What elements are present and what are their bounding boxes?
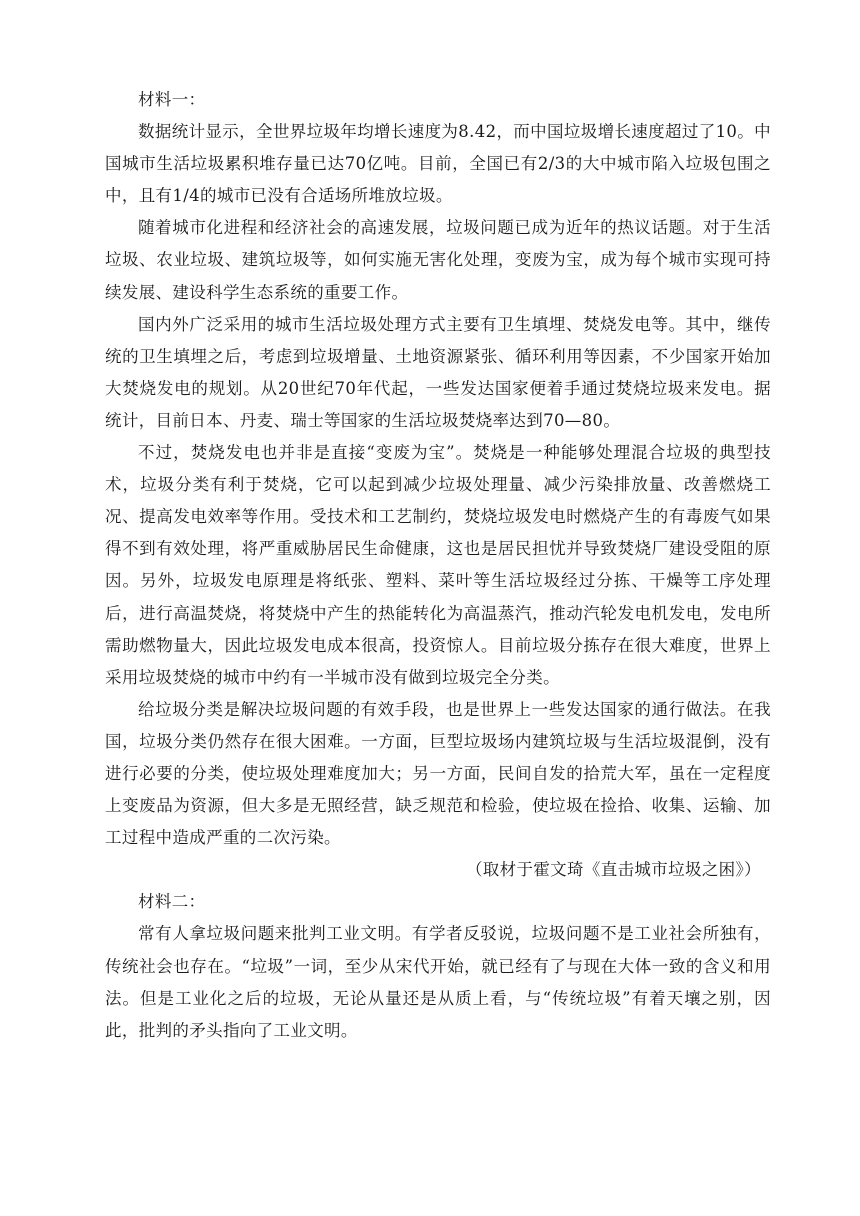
material-one-paragraph-2: 随着城市化进程和经济社会的高速发展，垃圾问题已成为近年的热议话题。对于生活垃圾、农业垃圾、建筑垃圾等，如何实施无害化处理，变废为宝，成为每个城市实现可持续发展、建设科学生态系统的重要工作。 [105, 218, 771, 302]
material-one-paragraph-4: 不过，焚烧发电也并非是直接“变废为宝”。焚烧是一种能够处理混合垃圾的典型技术，垃圾分类有利于焚烧，它可以起到减少垃圾处理量、减少污染排放量、改善燃烧工况、提高发电效率等作用。受技术和工艺制约，焚烧垃圾发电时燃烧产生的有毒废气如果得不到有效处理，将严重威胁居民生命健康，这也是居民担忧并导致焚烧厂建设受阻的原因。另外，垃圾发电原理是将纸张、塑料、菜叶等生活垃圾经过分拣、干燥等工序处理后，进行高温焚烧，将焚烧中产生的热能转化为高温蒸汽，推动汽轮发电机发电，发电所需助燃物量大，因此垃圾发电成本很高，投资惊人。目前垃圾分拣存在很大难度，世界上采用垃圾焚烧的城市中约有一半城市没有做到垃圾完全分类。 [105, 443, 771, 687]
reading-passage [105, 84, 771, 1047]
material-one-paragraph-5: 给垃圾分类是解决垃圾问题的有效手段，也是世界上一些发达国家的通行做法。在我国，垃圾分类仍然存在很大困难。一方面，巨型垃圾场内建筑垃圾与生活垃圾混倒，没有进行必要的分类，使垃圾处理难度加大；另一方面，民间自发的拾荒大军，虽在一定程度上变废品为资源，但大多是无照经营，缺乏规范和检验，使垃圾在捡拾、收集、运输、加工过程中造成严重的二次污染。 [105, 699, 771, 848]
material-two-label: 材料二： [138, 892, 206, 912]
material-one-source: （取材于霍文琦《直击城市垃圾之困》） [465, 860, 761, 880]
material-one-paragraph-1: 数据统计显示，全世界垃圾年均增长速度为8.42，而中国垃圾增长速度超过了10。中国城市生活垃圾累积堆存量已达70亿吨。目前，全国已有2/3的大中城市陷入垃圾包围之中，且有1/4的城市已没有合适场所堆放垃圾。 [105, 122, 771, 206]
material-one-paragraph-3: 国内外广泛采用的城市生活垃圾处理方式主要有卫生填埋、焚烧发电等。其中，继传统的卫生填埋之后，考虑到垃圾增量、土地资源紧张、循环利用等因素，不少国家开始加大焚烧发电的规划。从20世纪70年代起，一些发达国家便着手通过焚烧垃圾来发电。据统计，目前日本、丹麦、瑞士等国家的生活垃圾焚烧率达到70—80。 [105, 314, 771, 430]
material-two-paragraph-1: 常有人拿垃圾问题来批判工业文明。有学者反驳说，垃圾问题不是工业社会所独有，传统社会也存在。“垃圾”一词，至少从宋代开始，就已经有了与现在大体一致的含义和用法。但是工业化之后的垃圾，无论从量还是从质上看，与“传统垃圾”有着天壤之别，因此，批判的矛头指向了工业文明。 [105, 924, 771, 1040]
material-one-label: 材料一： [138, 90, 206, 109]
